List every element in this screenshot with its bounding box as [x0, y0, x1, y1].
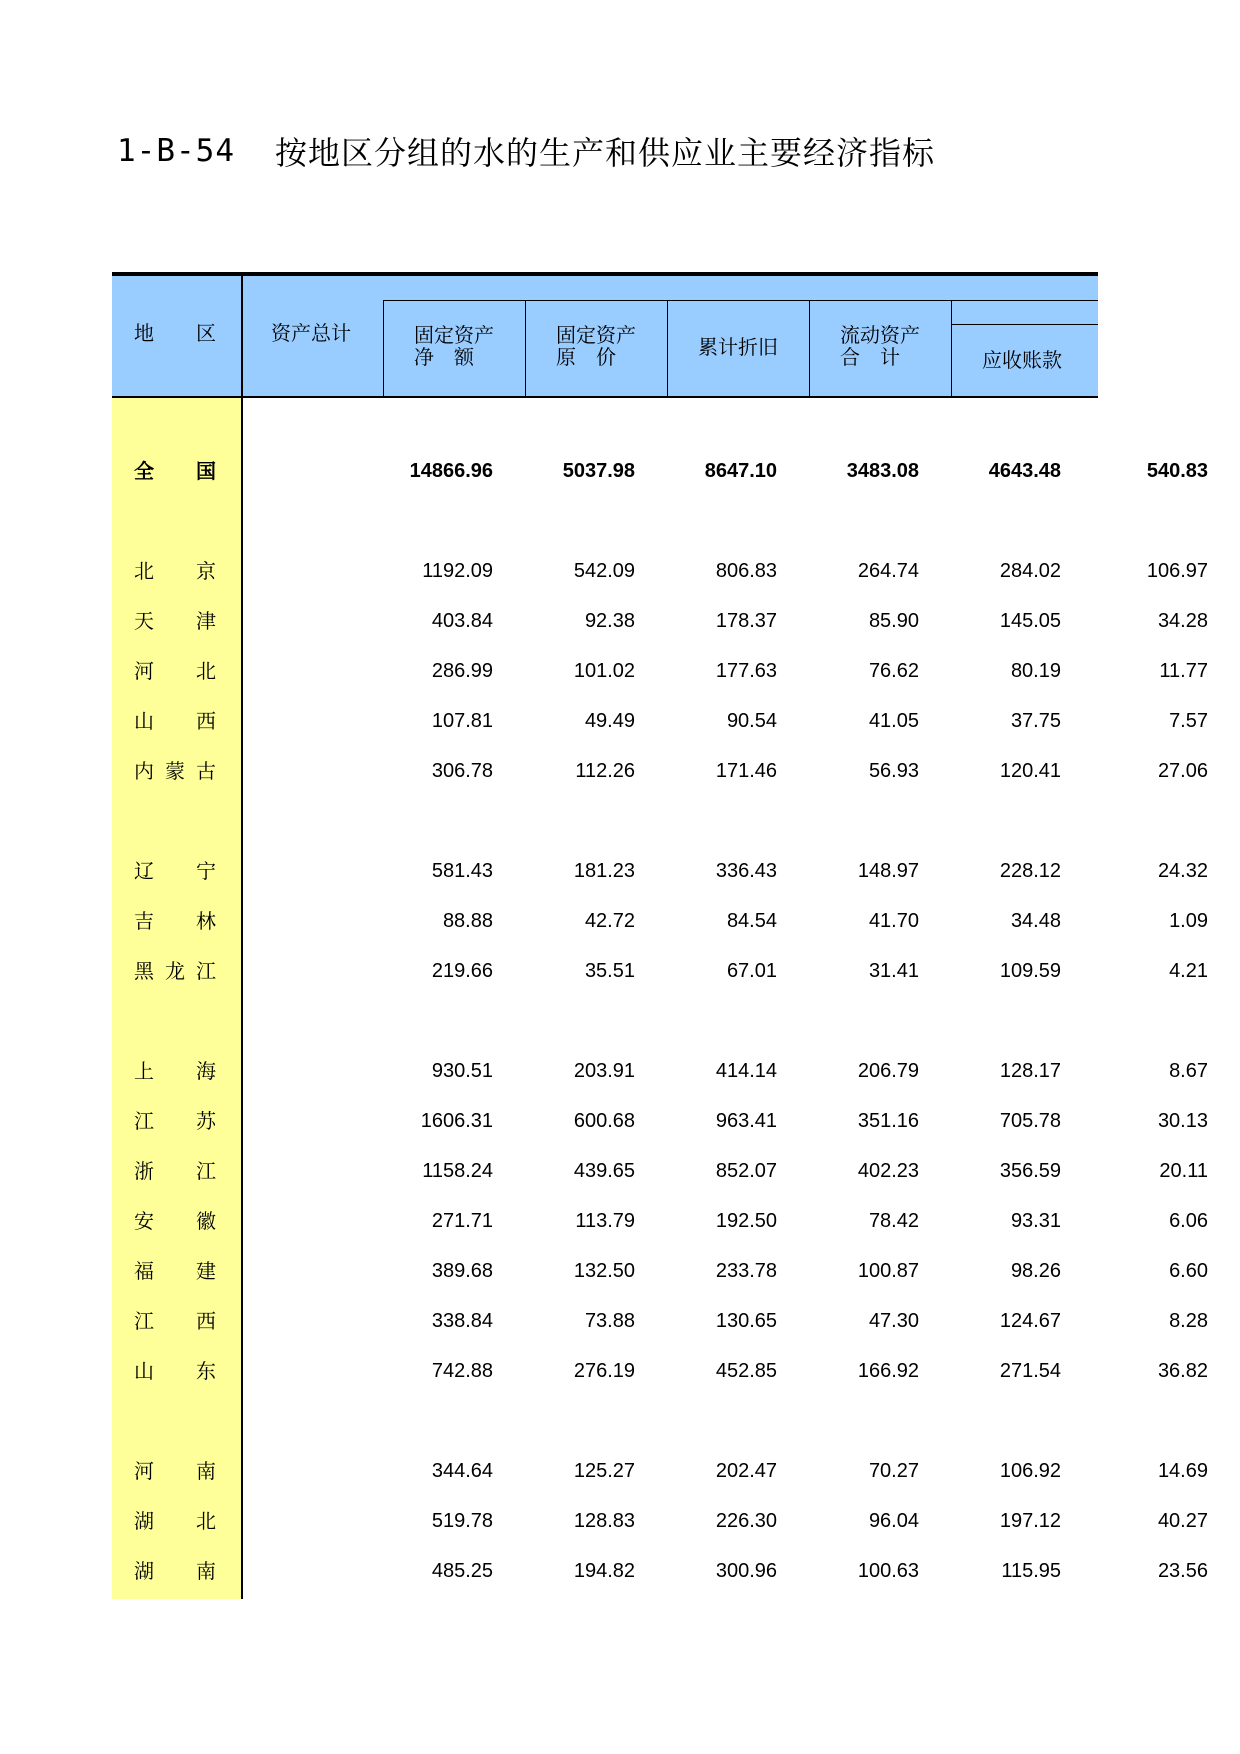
cell-receivables: 6.06: [1169, 1210, 1208, 1232]
region-char: 京: [196, 559, 216, 583]
cell-current-assets: 4643.48: [988, 460, 1061, 482]
header-receivables: 应收账款: [982, 348, 1062, 372]
cell-total-assets: 1606.31: [420, 1110, 493, 1132]
cell-total-assets: 389.68: [431, 1260, 493, 1282]
region-name: [134, 1446, 216, 1496]
cell-current-assets: 124.67: [999, 1310, 1061, 1332]
table-row: [112, 1246, 1208, 1296]
cell-fixed-net: 101.02: [573, 660, 635, 682]
cell-total-assets: 14866.96: [409, 460, 493, 482]
cell-depreciation: 402.23: [857, 1160, 919, 1182]
region-name: [134, 896, 216, 946]
cell-receivables: 7.57: [1169, 710, 1208, 732]
cell-receivables: 24.32: [1157, 860, 1208, 882]
region-name: [134, 696, 216, 746]
table-row: [112, 1146, 1208, 1196]
cell-depreciation: 96.04: [868, 1510, 919, 1532]
cell-fixed-net: 542.09: [573, 560, 635, 582]
cell-current-assets: 145.05: [999, 610, 1061, 632]
table-row: [112, 1446, 1208, 1496]
cell-fixed-net: 600.68: [573, 1110, 635, 1132]
cell-depreciation: 56.93: [868, 760, 919, 782]
region-char: 黑: [134, 959, 154, 983]
cell-current-assets: 228.12: [999, 860, 1061, 882]
cell-total-assets: 742.88: [431, 1360, 493, 1382]
table-row: [112, 946, 1208, 996]
cell-total-assets: 1158.24: [422, 1160, 493, 1182]
cell-total-assets: 344.64: [431, 1460, 493, 1482]
table-row: [112, 896, 1208, 946]
cell-total-assets: 930.51: [431, 1060, 493, 1082]
cell-fixed-net: 42.72: [584, 910, 635, 932]
cell-fixed-net: 125.27: [573, 1460, 635, 1482]
region-char: 辽: [134, 859, 154, 883]
region-char: 湖: [134, 1559, 154, 1583]
table-row: [112, 546, 1208, 596]
header-total-assets: 资产总计: [271, 321, 351, 345]
header-fixed-net-line2: 净 额: [414, 345, 474, 369]
cell-receivables: 14.69: [1157, 1460, 1208, 1482]
region-char: 蒙: [165, 759, 185, 783]
region-char: 内: [134, 759, 154, 783]
cell-fixed-net: 203.91: [573, 1060, 635, 1082]
cell-current-assets: 80.19: [1010, 660, 1061, 682]
cell-fixed-net: 132.50: [573, 1260, 635, 1282]
table-row: [112, 846, 1208, 896]
cell-depreciation: 166.92: [857, 1360, 919, 1382]
cell-fixed-original: 336.43: [715, 860, 777, 882]
region-char: 上: [134, 1059, 154, 1083]
cell-fixed-net: 276.19: [573, 1360, 635, 1382]
cell-fixed-original: 130.65: [715, 1310, 777, 1332]
header-divider: [667, 300, 668, 397]
region-name: [134, 546, 216, 596]
cell-fixed-original: 852.07: [715, 1160, 777, 1182]
table-row: [112, 1196, 1208, 1246]
region-name: [134, 646, 216, 696]
region-char: 江: [196, 1159, 216, 1183]
cell-receivables: 1.09: [1169, 910, 1208, 932]
table-row-total: [112, 446, 1208, 496]
header-region-char: 区: [196, 321, 216, 345]
header-current-assets-line2: 合 计: [840, 345, 900, 369]
region-char: 林: [196, 909, 216, 933]
region-name: [134, 1496, 216, 1546]
cell-fixed-net: 113.79: [575, 1210, 635, 1232]
cell-depreciation: 206.79: [857, 1060, 919, 1082]
cell-fixed-net: 92.38: [584, 610, 635, 632]
region-name: [134, 1246, 216, 1296]
cell-fixed-original: 171.46: [715, 760, 777, 782]
cell-total-assets: 1192.09: [422, 560, 493, 582]
cell-fixed-net: 181.23: [573, 860, 635, 882]
table-row: [112, 696, 1208, 746]
cell-total-assets: 338.84: [431, 1310, 493, 1332]
cell-depreciation: 47.30: [868, 1310, 919, 1332]
cell-total-assets: 581.43: [431, 860, 493, 882]
region-char: 山: [134, 1359, 154, 1383]
cell-receivables: 20.11: [1159, 1160, 1208, 1182]
region-char: 东: [196, 1359, 216, 1383]
region-char: 江: [196, 959, 216, 983]
cell-fixed-net: 73.88: [584, 1310, 635, 1332]
region-name: [134, 946, 216, 996]
cell-total-assets: 403.84: [431, 610, 493, 632]
cell-depreciation: 31.41: [868, 960, 919, 982]
region-char: 龙: [165, 959, 185, 983]
region-char: 吉: [134, 909, 154, 933]
header-fixed-original-line2: 原 价: [556, 345, 616, 369]
cell-fixed-original: 177.63: [715, 660, 777, 682]
cell-current-assets: 98.26: [1010, 1260, 1061, 1282]
region-char: 北: [134, 559, 154, 583]
cell-total-assets: 271.71: [431, 1210, 493, 1232]
cell-fixed-original: 178.37: [715, 610, 777, 632]
cell-receivables: 106.97: [1146, 560, 1208, 582]
region-name: [134, 1196, 216, 1246]
cell-depreciation: 85.90: [868, 610, 919, 632]
cell-total-assets: 485.25: [431, 1560, 493, 1582]
region-char: 北: [196, 1509, 216, 1533]
region-char: 徽: [196, 1209, 216, 1233]
cell-receivables: 36.82: [1157, 1360, 1208, 1382]
region-char: 江: [134, 1309, 154, 1333]
cell-total-assets: 306.78: [431, 760, 493, 782]
cell-current-assets: 128.17: [999, 1060, 1061, 1082]
cell-fixed-net: 49.49: [584, 710, 635, 732]
cell-current-assets: 271.54: [999, 1360, 1061, 1382]
header-subrule: [951, 324, 1098, 325]
top-rule: [112, 272, 1098, 276]
cell-depreciation: 351.16: [857, 1110, 919, 1132]
region-char: 全: [134, 459, 154, 483]
cell-depreciation: 41.05: [868, 710, 919, 732]
region-name: [134, 1146, 216, 1196]
cell-receivables: 34.28: [1157, 610, 1208, 632]
cell-receivables: 11.77: [1159, 660, 1208, 682]
region-char: 天: [134, 609, 154, 633]
table-row: [112, 1096, 1208, 1146]
region-char: 西: [196, 1309, 216, 1333]
table-row: [112, 1296, 1208, 1346]
header-region-char: 地: [134, 321, 154, 345]
table-title: 按地区分组的水的生产和供应业主要经济指标: [274, 134, 935, 172]
cell-depreciation: 264.74: [857, 560, 919, 582]
cell-fixed-original: 414.14: [715, 1060, 777, 1082]
table-row: [112, 596, 1208, 646]
header-divider: [383, 300, 384, 397]
cell-current-assets: 120.41: [999, 760, 1061, 782]
table-code: 1-B-54: [117, 133, 235, 169]
region-name: [134, 1296, 216, 1346]
cell-depreciation: 76.62: [868, 660, 919, 682]
cell-current-assets: 705.78: [999, 1110, 1061, 1132]
cell-depreciation: 41.70: [868, 910, 919, 932]
cell-current-assets: 34.48: [1010, 910, 1061, 932]
cell-fixed-net: 35.51: [584, 960, 635, 982]
header-current-assets-line1: 流动资产: [840, 323, 920, 347]
region-name: [134, 1346, 216, 1396]
region-char: 浙: [134, 1159, 154, 1183]
cell-fixed-net: 5037.98: [562, 460, 635, 482]
cell-current-assets: 197.12: [999, 1510, 1061, 1532]
cell-depreciation: 148.97: [857, 860, 919, 882]
cell-fixed-original: 84.54: [726, 910, 777, 932]
cell-total-assets: 219.66: [431, 960, 493, 982]
header-subrule: [383, 300, 1098, 301]
cell-depreciation: 70.27: [868, 1460, 919, 1482]
cell-current-assets: 356.59: [999, 1160, 1061, 1182]
cell-fixed-original: 300.96: [715, 1560, 777, 1582]
cell-fixed-net: 194.82: [573, 1560, 635, 1582]
region-char: 津: [196, 609, 216, 633]
cell-fixed-original: 192.50: [715, 1210, 777, 1232]
cell-total-assets: 519.78: [431, 1510, 493, 1532]
region-char: 苏: [196, 1109, 216, 1133]
region-char: 北: [196, 659, 216, 683]
cell-fixed-net: 128.83: [573, 1510, 635, 1532]
cell-fixed-original: 226.30: [715, 1510, 777, 1532]
cell-fixed-original: 90.54: [726, 710, 777, 732]
header-divider: [809, 300, 810, 397]
region-name: [134, 1546, 216, 1596]
table-row: [112, 1546, 1208, 1596]
cell-depreciation: 78.42: [868, 1210, 919, 1232]
header-current-assets: [840, 324, 920, 368]
region-char: 建: [196, 1259, 216, 1283]
region-char: 福: [134, 1259, 154, 1283]
cell-total-assets: 107.81: [431, 710, 493, 732]
cell-current-assets: 37.75: [1010, 710, 1061, 732]
region-char: 江: [134, 1109, 154, 1133]
table-row: [112, 1046, 1208, 1096]
cell-depreciation: 3483.08: [846, 460, 919, 482]
cell-fixed-original: 452.85: [715, 1360, 777, 1382]
region-char: 南: [196, 1459, 216, 1483]
region-char: 海: [196, 1059, 216, 1083]
header-fixed-original-line1: 固定资产: [556, 323, 636, 347]
cell-fixed-original: 233.78: [715, 1260, 777, 1282]
region-char: 河: [134, 1459, 154, 1483]
cell-total-assets: 88.88: [442, 910, 493, 932]
cell-receivables: 4.21: [1169, 960, 1208, 982]
cell-receivables: 40.27: [1157, 1510, 1208, 1532]
region-name: [134, 446, 216, 496]
cell-receivables: 30.13: [1157, 1110, 1208, 1132]
cell-fixed-original: 963.41: [715, 1110, 777, 1132]
region-char: 宁: [196, 859, 216, 883]
region-name: [134, 846, 216, 896]
data-table: [112, 272, 1208, 1599]
region-char: 古: [196, 759, 216, 783]
cell-fixed-net: 439.65: [573, 1160, 635, 1182]
cell-receivables: 8.67: [1169, 1060, 1208, 1082]
header-fixed-net-line1: 固定资产: [414, 323, 494, 347]
header-depreciation: 累计折旧: [698, 335, 778, 359]
cell-receivables: 540.83: [1146, 460, 1208, 482]
cell-fixed-original: 67.01: [726, 960, 777, 982]
cell-receivables: 27.06: [1157, 760, 1208, 782]
region-name: [134, 746, 216, 796]
table-row: [112, 746, 1208, 796]
region-char: 安: [134, 1209, 154, 1233]
header-region: [134, 322, 216, 344]
cell-current-assets: 93.31: [1010, 1210, 1061, 1232]
cell-depreciation: 100.87: [857, 1260, 919, 1282]
header-divider: [525, 300, 526, 397]
region-char: 湖: [134, 1509, 154, 1533]
page-title: [117, 126, 935, 176]
cell-receivables: 6.60: [1169, 1260, 1208, 1282]
region-char: 南: [196, 1559, 216, 1583]
cell-current-assets: 115.95: [1001, 1560, 1061, 1582]
cell-current-assets: 106.92: [999, 1460, 1061, 1482]
cell-total-assets: 286.99: [431, 660, 493, 682]
region-name: [134, 596, 216, 646]
table-row: [112, 1346, 1208, 1396]
cell-fixed-original: 8647.10: [704, 460, 777, 482]
cell-fixed-original: 202.47: [715, 1460, 777, 1482]
header-fixed-original: [556, 324, 636, 368]
cell-receivables: 23.56: [1157, 1560, 1208, 1582]
cell-depreciation: 100.63: [857, 1560, 919, 1582]
region-char: 国: [196, 459, 216, 483]
region-char: 山: [134, 709, 154, 733]
header-fixed-net: [414, 324, 494, 368]
region-name: [134, 1046, 216, 1096]
region-char: 西: [196, 709, 216, 733]
table-row: [112, 1496, 1208, 1546]
region-char: 河: [134, 659, 154, 683]
header-divider: [951, 300, 952, 397]
cell-receivables: 8.28: [1169, 1310, 1208, 1332]
cell-fixed-net: 112.26: [575, 760, 635, 782]
cell-fixed-original: 806.83: [715, 560, 777, 582]
cell-current-assets: 109.59: [999, 960, 1061, 982]
region-name: [134, 1096, 216, 1146]
cell-current-assets: 284.02: [999, 560, 1061, 582]
table-row: [112, 646, 1208, 696]
